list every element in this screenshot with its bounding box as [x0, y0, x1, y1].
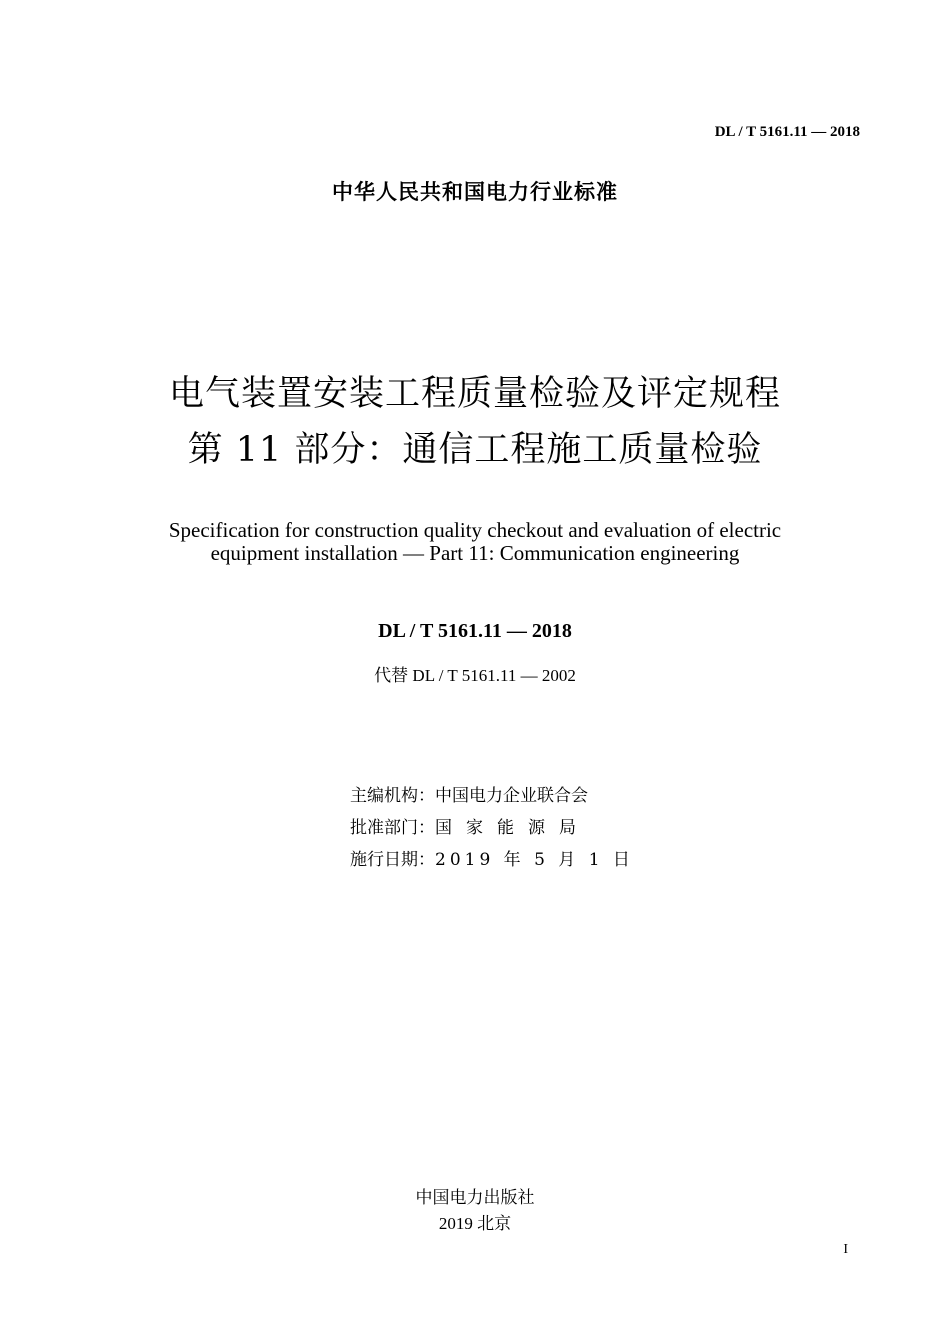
page-number: I [843, 1242, 848, 1257]
document-title-en-line2: equipment installation — Part 11: Communication engineering [210, 541, 740, 565]
header-standard-code: DL / T 5161.11 — 2018 [714, 124, 860, 140]
effective-date-value: 2019 年 5 月 1 日 [435, 850, 634, 870]
document-title-en-line1: Specification for construction quality checkout and evaluation of electric [168, 518, 782, 542]
info-row-effective-date [350, 845, 634, 870]
publication-year-city: 2019 北京 [438, 1214, 512, 1233]
editor-label: 主编机构： [350, 786, 435, 806]
approver-value: 国家能源局 [435, 818, 590, 838]
standard-code: DL / T 5161.11 — 2018 [378, 620, 572, 642]
publisher-name: 中国电力出版社 [415, 1188, 535, 1208]
industry-standard-heading: 中华人民共和国电力行业标准 [332, 180, 618, 204]
document-title-cn-line1: 电气装置安装工程质量检验及评定规程 [168, 374, 781, 414]
info-row-approver [350, 813, 590, 838]
info-row-editor [350, 781, 588, 806]
editor-value: 中国电力企业联合会 [435, 786, 588, 806]
effective-date-label: 施行日期： [350, 850, 435, 870]
replaces-standard: 代替 DL / T 5161.11 — 2002 [374, 666, 576, 685]
approver-label: 批准部门： [350, 818, 435, 838]
document-title-cn-line2: 第 11 部分：通信工程施工质量检验 [187, 430, 763, 470]
